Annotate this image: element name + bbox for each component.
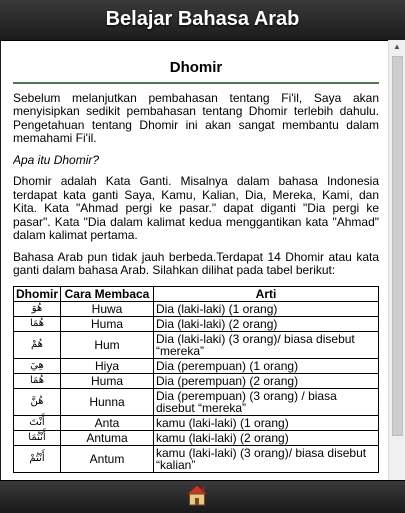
meaning-cell: Dia (laki-laki) (2 orang)	[154, 316, 379, 331]
meaning-cell: Dia (laki-laki) (1 orang)	[154, 301, 379, 316]
meaning-cell: Dia (perempuan) (3 orang) / biasa disebut “mereka”	[154, 388, 379, 415]
table-row	[14, 373, 379, 388]
reading-cell: Huma	[61, 373, 154, 388]
meaning-cell: Dia (laki-laki) (3 orang)/ biasa disebut “mereka”	[154, 331, 379, 358]
table-row	[14, 316, 379, 331]
table-row	[14, 415, 379, 430]
question-paragraph: Apa itu Dhomir?	[13, 152, 100, 167]
header-arti: Arti	[154, 286, 379, 301]
arabic-cell: أَنْتُمَا	[14, 430, 61, 445]
table-row	[14, 388, 379, 415]
arabic-paragraph: Bahasa Arab pun tidak jauh berbeda.Terdapat 14 Dhomir atau kata ganti dalam bahasa Arab. Silahkan dilihat pada tabel berikut:	[13, 249, 379, 277]
reading-cell: Hum	[61, 331, 154, 358]
table-row	[14, 301, 379, 316]
home-icon[interactable]	[186, 484, 208, 506]
definition-paragraph: Dhomir adalah Kata Ganti. Misalnya dalam bahasa Indonesia terdapat kata ganti Saya, Kamu, Kalian, Dia, Mereka, Kami, dan Kita. Kata "Ahmad pergi ke pasar." dapat diganti "Dia pergi ke pasar". Kata "Dia dalam kalimat kedua menggantikan kata "Ahmad" dalam kalimat pertama.	[13, 174, 379, 242]
table-row	[14, 331, 379, 358]
arabic-cell: هُوَ	[14, 301, 61, 316]
header-dhomir: Dhomir	[14, 286, 61, 301]
meaning-cell: kamu (laki-laki) (3 orang)/ biasa disebut “kalian”	[154, 445, 379, 472]
scrollbar-thumb[interactable]	[392, 56, 403, 436]
section-title: Dhomir	[169, 59, 223, 76]
intro-paragraph: Sebelum melanjutkan pembahasan tentang Fi'il, Saya akan menyisipkan sedikit pembahasan tentang Dhomir terlebih dahulu. Pengetahuan tentang Dhomir ini akan sangat membantu dalam memahami Fi'il.	[13, 90, 379, 145]
arabic-cell: هِيَ	[14, 358, 61, 373]
app-title: Belajar Bahasa Arab	[105, 8, 300, 30]
meaning-cell: kamu (laki-laki) (2 orang)	[154, 430, 379, 445]
reading-cell: Hunna	[61, 388, 154, 415]
reading-cell: Anta	[61, 415, 154, 430]
dhomir-table	[13, 286, 379, 473]
meaning-cell: kamu (laki-laki) (1 orang)	[154, 415, 379, 430]
reading-cell: Antuma	[61, 430, 154, 445]
arabic-cell: هُنَّ	[14, 388, 61, 415]
article-content	[13, 40, 379, 480]
table-row	[14, 430, 379, 445]
app-footer	[0, 480, 405, 513]
meaning-cell: Dia (perempuan) (1 orang)	[154, 358, 379, 373]
table-row	[14, 445, 379, 472]
arabic-cell: هُمَا	[14, 373, 61, 388]
reading-cell: Hiya	[61, 358, 154, 373]
title-divider	[13, 82, 379, 84]
arabic-cell: هُمْ	[14, 331, 61, 358]
table-row	[14, 358, 379, 373]
reading-cell: Huwa	[61, 301, 154, 316]
app-header	[0, 0, 405, 41]
arabic-cell: أَنْتُمْ	[14, 445, 61, 472]
arabic-cell: هُمَا	[14, 316, 61, 331]
arabic-cell: أَنْتَ	[14, 415, 61, 430]
meaning-cell: Dia (perempuan) (2 orang)	[154, 373, 379, 388]
reading-cell: Huma	[61, 316, 154, 331]
reading-cell: Antum	[61, 445, 154, 472]
scroll-up-arrow-icon[interactable]: ▲	[393, 42, 401, 51]
header-cara-membaca: Cara Membaca	[61, 286, 154, 301]
table-header-row	[14, 286, 379, 301]
